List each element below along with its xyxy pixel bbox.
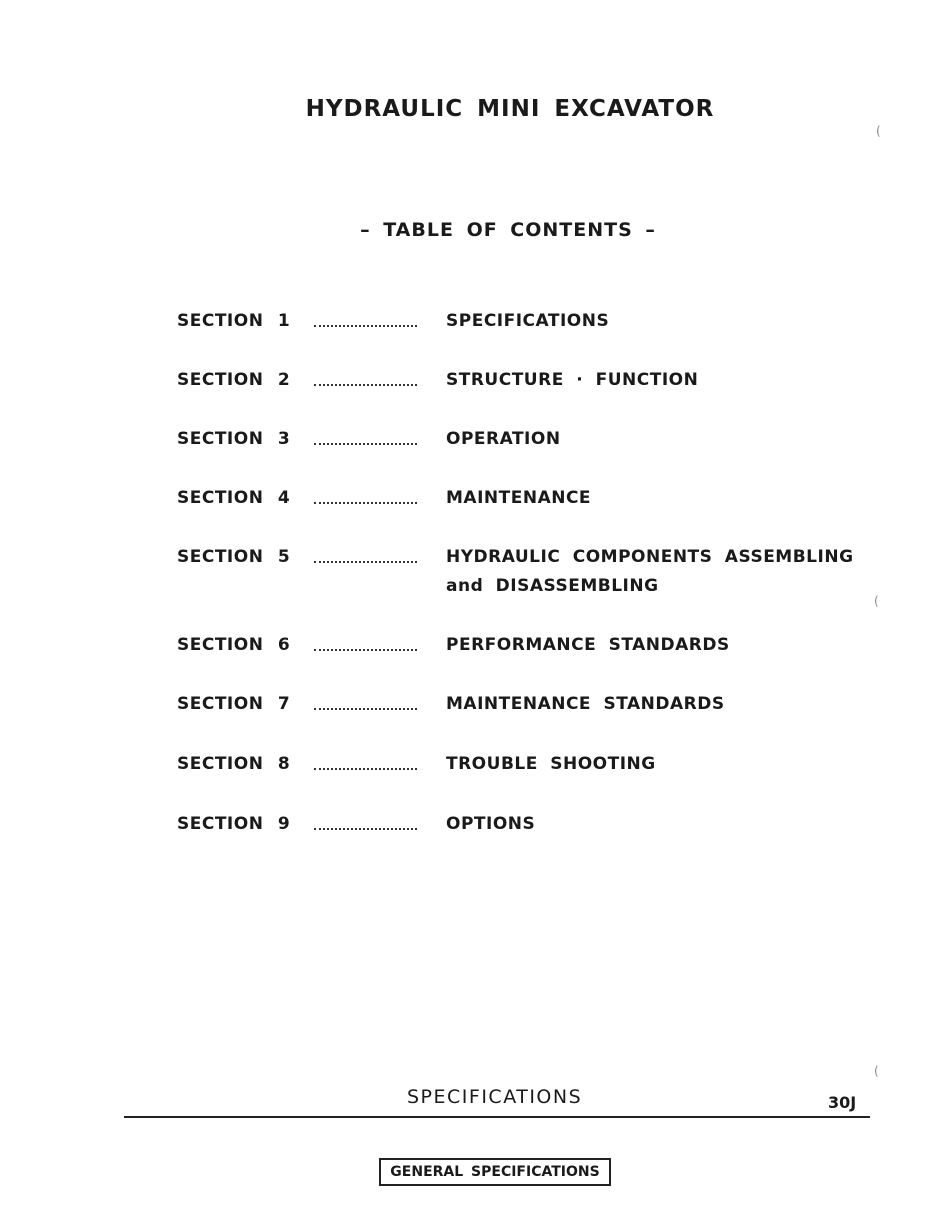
toc-section-title: HYDRAULIC COMPONENTS ASSEMBLING xyxy=(446,547,854,567)
toc-section-title-continued: and DISASSEMBLING xyxy=(446,576,659,596)
scan-speck: ( xyxy=(874,1064,879,1078)
toc-section-number: SECTION 7 xyxy=(177,694,291,714)
toc-entry-section-8[interactable] xyxy=(0,754,926,814)
toc-section-number: SECTION 1 xyxy=(177,311,291,331)
footer-divider xyxy=(124,1116,870,1118)
toc-section-title: PERFORMANCE STANDARDS xyxy=(446,635,730,655)
toc-leader-dots xyxy=(314,551,417,563)
toc-entry-section-2[interactable] xyxy=(0,370,926,430)
toc-section-number: SECTION 2 xyxy=(177,370,291,390)
footer-section-label: SPECIFICATIONS xyxy=(407,1086,583,1108)
toc-section-number: SECTION 8 xyxy=(177,754,291,774)
toc-section-number: SECTION 4 xyxy=(177,488,291,508)
toc-section-title: OPTIONS xyxy=(446,814,536,834)
toc-section-title: MAINTENANCE xyxy=(446,488,592,508)
toc-section-title: STRUCTURE · FUNCTION xyxy=(446,370,699,390)
toc-entry-section-3[interactable] xyxy=(0,429,926,489)
toc-section-title: TROUBLE SHOOTING xyxy=(446,754,656,774)
toc-leader-dots xyxy=(314,758,417,770)
toc-section-number: SECTION 5 xyxy=(177,547,291,567)
toc-leader-dots xyxy=(314,818,417,830)
scan-speck: ( xyxy=(874,594,879,608)
toc-section-number: SECTION 6 xyxy=(177,635,291,655)
toc-section-number: SECTION 9 xyxy=(177,814,291,834)
toc-section-title: OPERATION xyxy=(446,429,561,449)
toc-entry-section-6[interactable] xyxy=(0,635,926,695)
toc-heading: – TABLE OF CONTENTS – xyxy=(360,219,656,241)
toc-entry-section-4[interactable] xyxy=(0,488,926,548)
toc-entry-section-5[interactable] xyxy=(0,547,926,607)
toc-section-title: MAINTENANCE STANDARDS xyxy=(446,694,725,714)
toc-section-title: SPECIFICATIONS xyxy=(446,311,610,331)
toc-entry-section-1[interactable] xyxy=(0,311,926,371)
page-title: HYDRAULIC MINI EXCAVATOR xyxy=(305,96,715,122)
scan-speck: ( xyxy=(876,124,881,138)
toc-leader-dots xyxy=(314,374,417,386)
toc-leader-dots xyxy=(314,433,417,445)
toc-leader-dots xyxy=(314,315,417,327)
footer-boxed-label: GENERAL SPECIFICATIONS xyxy=(379,1158,611,1186)
footer-page-code: 30J xyxy=(828,1093,857,1112)
toc-section-number: SECTION 3 xyxy=(177,429,291,449)
toc-entry-section-9[interactable] xyxy=(0,814,926,874)
toc-leader-dots xyxy=(314,492,417,504)
toc-leader-dots xyxy=(314,698,417,710)
toc-entry-section-7[interactable] xyxy=(0,694,926,754)
toc-leader-dots xyxy=(314,639,417,651)
